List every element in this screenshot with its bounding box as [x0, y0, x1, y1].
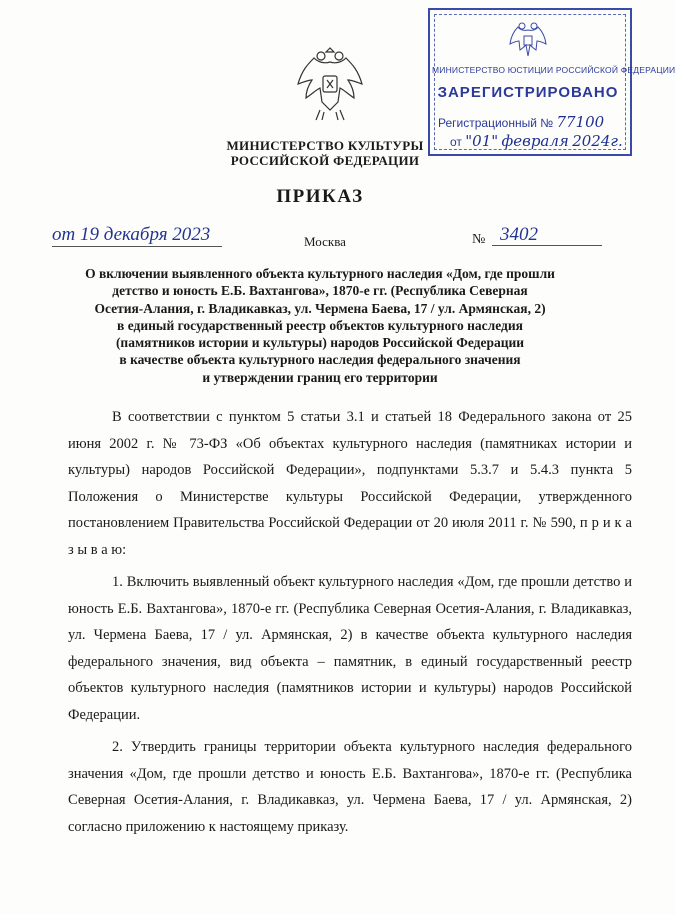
stamp-date-prefix: от — [450, 135, 462, 149]
coat-of-arms-icon — [294, 40, 366, 124]
document-title: ПРИКАЗ — [276, 186, 364, 207]
stamp-reg-value: 77100 — [556, 113, 605, 131]
ministry-line-1: МИНИСТЕРСТВО КУЛЬТУРЫ — [226, 138, 424, 153]
stamp-reg-number — [438, 113, 604, 131]
stamp-registered: ЗАРЕГИСТРИРОВАНО — [437, 84, 619, 101]
paragraph-preamble: В соответствии с пунктом 5 статьи 3.1 и статьей 18 Федерального закона от 25 июня 2002 г. № 73-ФЗ «Об объектах культурного наследия (памятниках истории и культуры) народов Российской Федерации», подпунктами 5.3.7 и 5.4.3 пункта 5 Положения о Министерстве культуры Российской Федерации, утвержденного постановлением Правительства Российской Федерации от 20 июля 2011 г. № 590, п р и к а з ы в а ю: — [68, 409, 632, 558]
order-body — [68, 404, 632, 846]
stamp-eagle-icon — [508, 18, 548, 60]
paragraph-item-2: 2. Утвердить границы территории объекта культурного наследия федерального значения «Дом, где прошли детство и юность Е.Б. Вахтангова», 1870-е гг. (Республика Северная Осетия-Алания, г. Владикавказ, ул. Чермена Баева, 17 / ул. Армянская, 2) согласно приложению к настоящему приказу. — [68, 739, 632, 835]
stamp-date-day: "01" — [465, 132, 499, 150]
registration-stamp — [428, 8, 675, 156]
heading-line: детство и юность Е.Б. Вахтангова», 1870-е гг. (Республика Северная — [112, 283, 528, 299]
order-number: 3402 — [492, 224, 602, 246]
stamp-date-month: февраля — [501, 132, 569, 150]
heading-line: О включении выявленного объекта культурного наследия «Дом, где прошли — [85, 266, 555, 281]
stamp-date-year: 2024г. — [572, 132, 623, 150]
heading-line: в единый государственный реестр объектов культурного наследия — [117, 317, 523, 333]
heading-line: Осетия-Алания, г. Владикавказ, ул. Чермена Баева, 17 / ул. Армянская, 2) — [94, 300, 546, 316]
ministry-line-2: РОССИЙСКОЙ ФЕДЕРАЦИИ — [230, 153, 420, 168]
stamp-reg-label: Регистрационный № — [438, 116, 554, 130]
paragraph-item-1: 1. Включить выявленный объект культурного наследия «Дом, где прошли детство и юность Е.Б. Вахтангова», 1870-е гг. (Республика Северная Осетия-Алания, г. Владикавказ, ул. Чермена Баева, 17 / ул. Армянская, 2) в качестве объекта культурного наследия федерального значения, вид объекта – памятник, в единый государственный реестр объектов культурного наследия (памятников истории и культуры) народов Российской Федерации. — [68, 574, 632, 723]
ministry-name — [225, 138, 425, 168]
order-city: Москва — [304, 234, 346, 249]
stamp-date — [450, 132, 623, 150]
order-number-sign: № — [472, 232, 486, 247]
heading-line: (памятников истории и культуры) народов Российской Федерации — [115, 335, 525, 351]
heading-line: и утверждении границ его территории — [202, 369, 438, 385]
order-heading — [60, 265, 580, 386]
order-date: от 19 декабря 2023 — [52, 224, 222, 247]
stamp-organization: МИНИСТЕРСТВО ЮСТИЦИИ РОССИЙСКОЙ ФЕДЕРАЦИИ — [432, 65, 675, 75]
heading-line: в качестве объекта культурного наследия федерального значения — [119, 352, 521, 368]
